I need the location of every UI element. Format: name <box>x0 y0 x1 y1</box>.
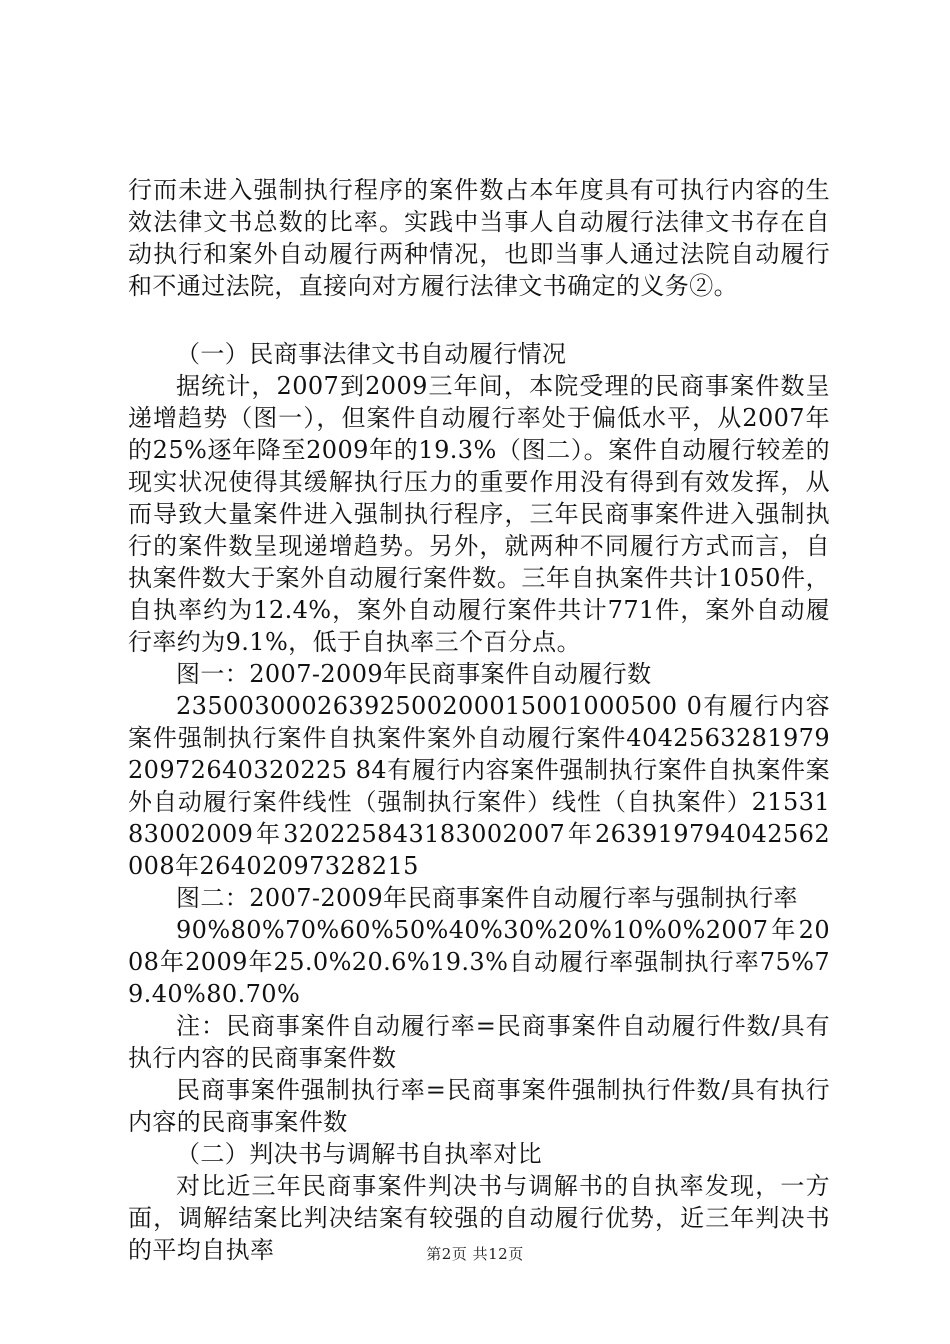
page-number-footer: 第2页 共12页 <box>426 1245 524 1263</box>
figure-2-residual-text: 90%80%70%60%50%40%30%20%10%0%2007年2008年2009年25.0%20.6%19.3%自动履行率强制执行率75%79.40%80.70% <box>128 916 830 1008</box>
figure-1-caption: 图一：2007-2009年民商事案件自动履行数 <box>176 660 652 688</box>
section-heading-2: （二）判决书与调解书自执率对比 <box>176 1140 542 1168</box>
paragraph-gap <box>128 302 830 338</box>
paragraph-statistics: 据统计，2007到2009三年间，本院受理的民商事案件数呈递增趋势（图一），但案件自动履行率处于偏低水平，从2007年的25%逐年降至2009年的19.3%（图二）。案件自动履行较差的现实状况使得其缓解执行压力的重要作用没有得到有效发挥，从而导致大量案件进入强制执行程序，三年民商事案件进入强制执行的案件数呈现递增趋势。另外，就两种不同履行方式而言，自执案件数大于案外自动履行案件数。三年自执案件共计1050件，自执率约为12.4%，案外自动履行案件共计771件，案外自动履行率约为9.1%，低于自执率三个百分点。 <box>128 372 830 656</box>
section-heading-1: （一）民商事法律文书自动履行情况 <box>176 340 567 368</box>
note-enforcement-rate: 民商事案件强制执行率=民商事案件强制执行件数/具有执行内容的民商事案件数 <box>128 1076 830 1136</box>
paragraph-continuation: 行而未进入强制执行程序的案件数占本年度具有可执行内容的生效法律文书总数的比率。实践中当事人自动履行法律文书存在自动执行和案外自动履行两种情况，也即当事人通过法院自动履行和不通过法院，直接向对方履行法律文书确定的义务②。 <box>128 176 830 300</box>
document-body <box>128 174 830 1266</box>
paragraph-comparison: 对比近三年民商事案件判决书与调解书的自执率发现，一方面，调解结案比判决结案有较强的自动履行优势，近三年判决书的平均自执率 <box>128 1172 830 1264</box>
figure-2-caption: 图二：2007-2009年民商事案件自动履行率与强制执行率 <box>176 884 798 912</box>
figure-1-residual-text: 23500300026392500200015001000500 0有履行内容案件强制执行案件自执案件案外自动履行案件404256328197920972640320225 84有履行内容案件强制执行案件自执案件案外自动履行案件线性（强制执行案件）线性（自执案件）2153183002009年320225843183002007年263919794042562008年26402097328215 <box>128 692 830 880</box>
note-auto-rate: 注：民商事案件自动履行率=民商事案件自动履行件数/具有执行内容的民商事案件数 <box>128 1012 830 1072</box>
